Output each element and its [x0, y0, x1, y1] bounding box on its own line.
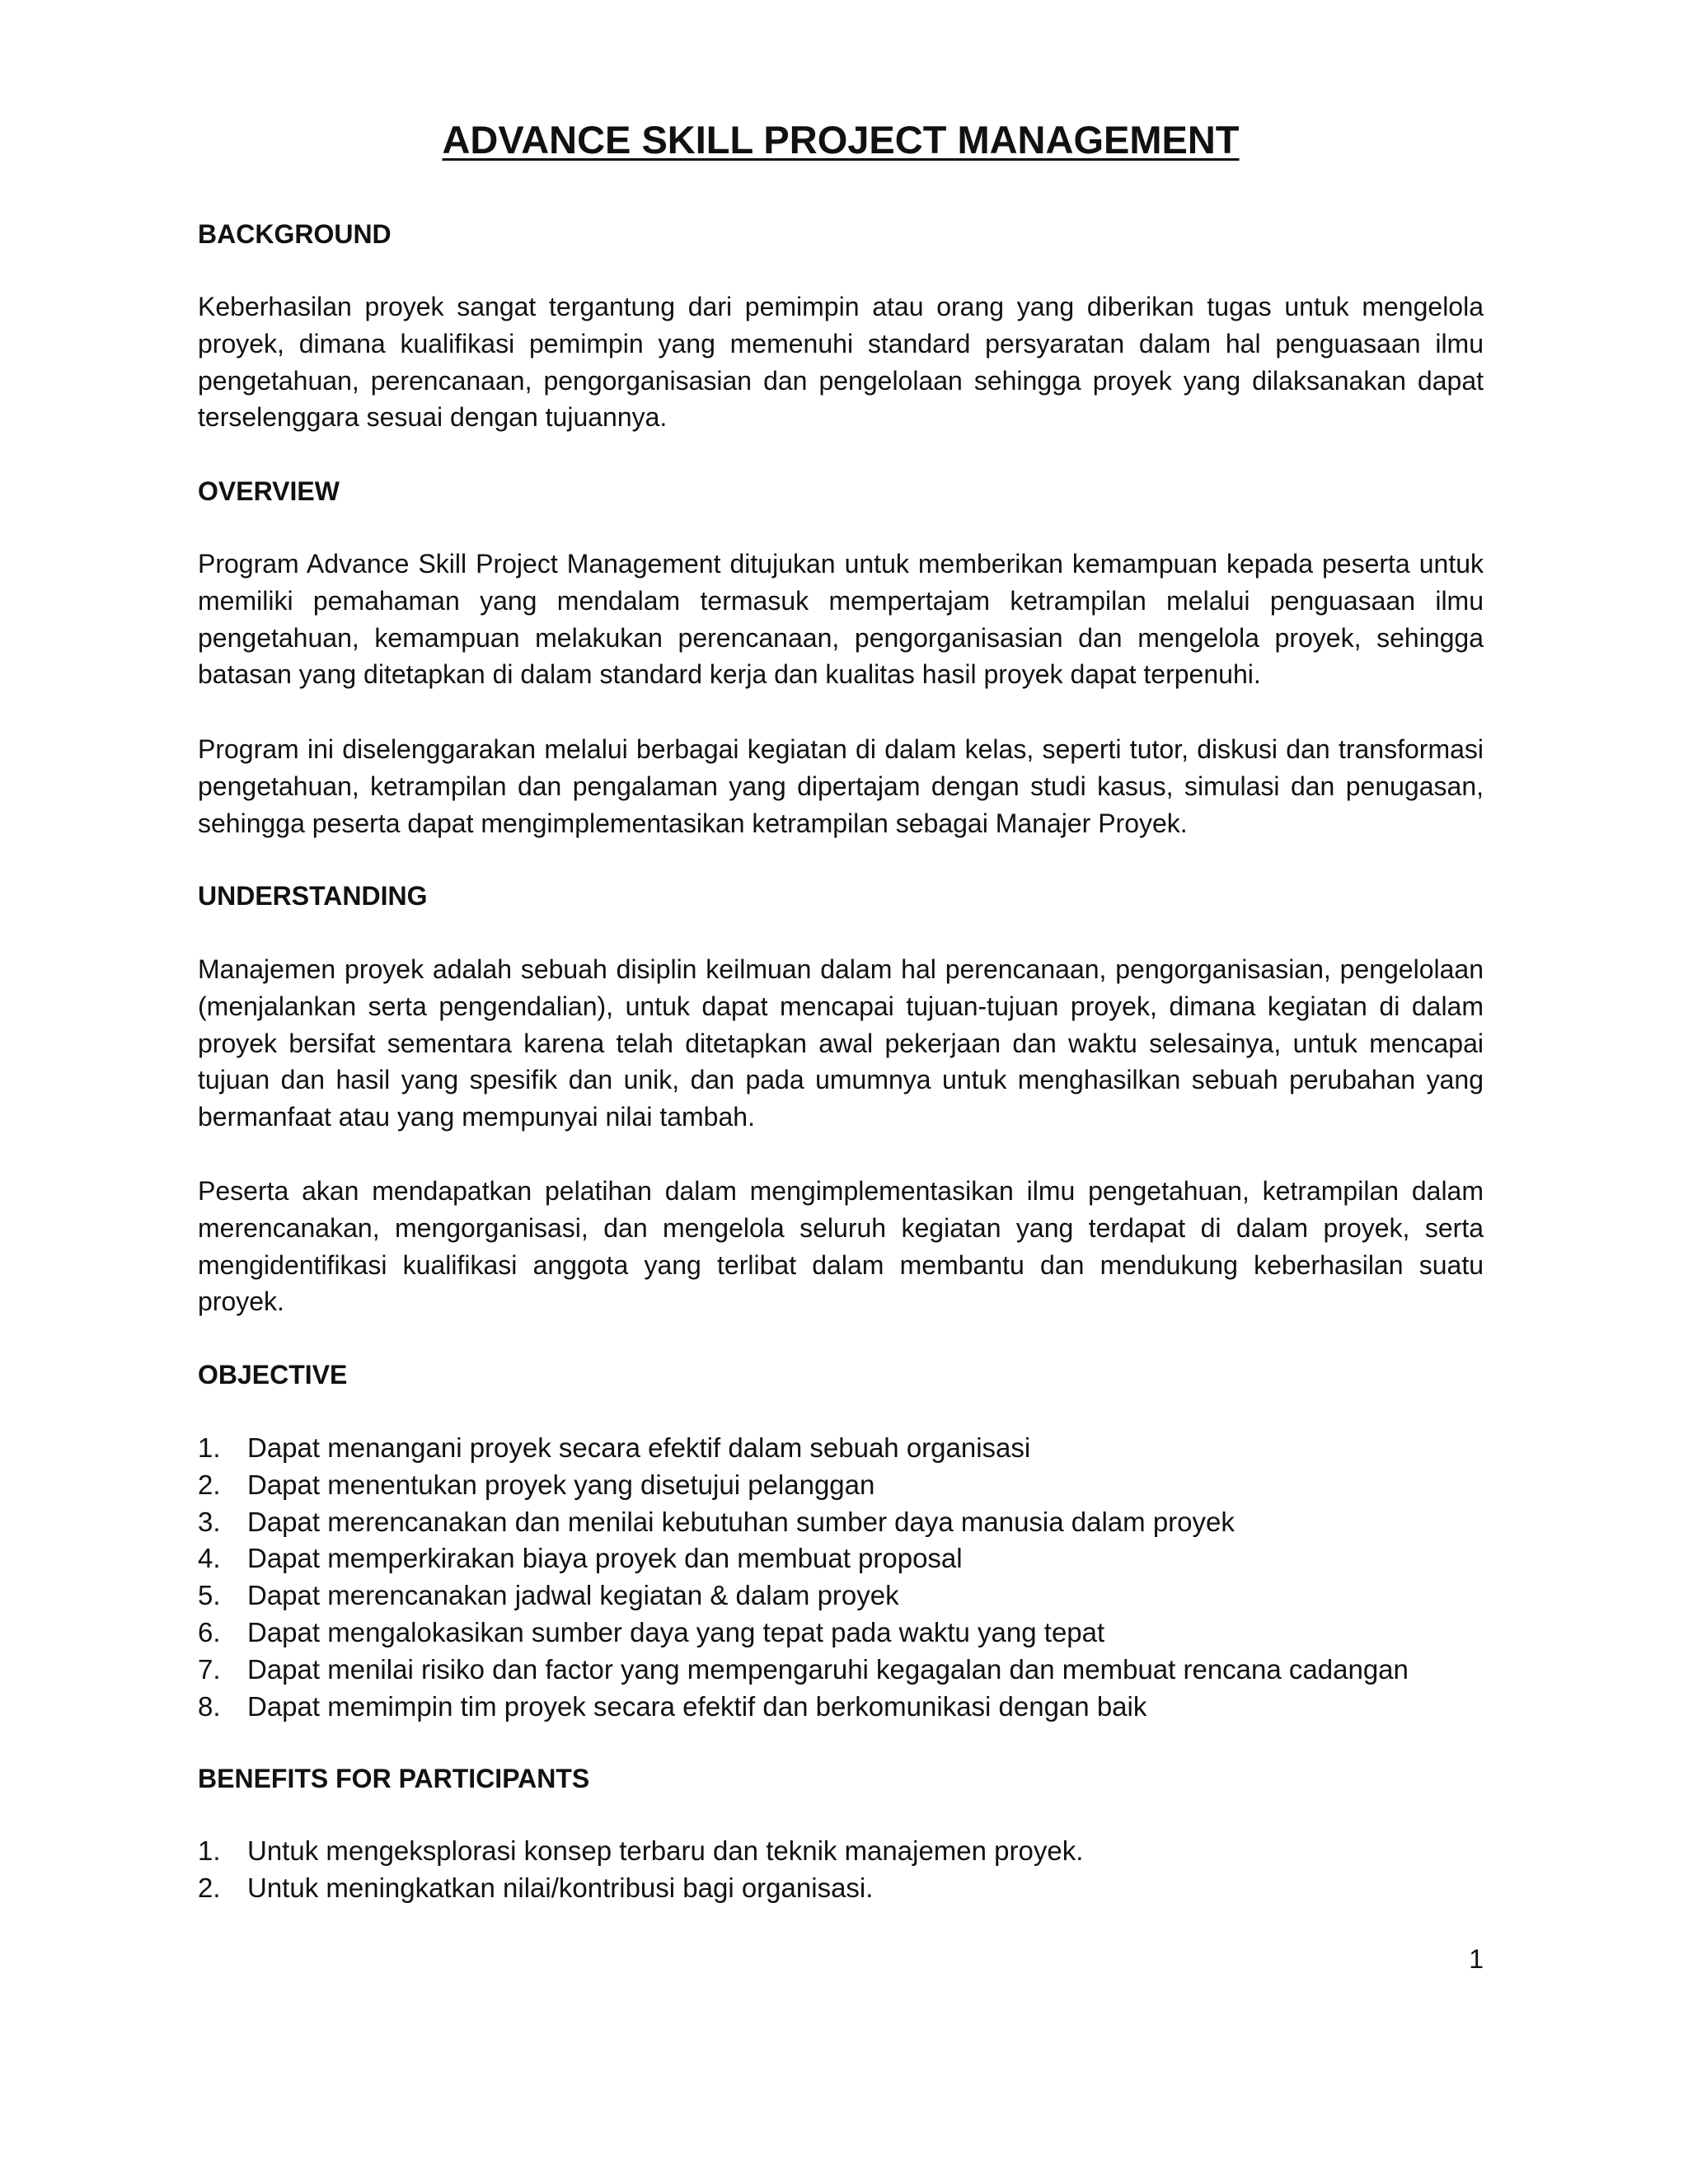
benefits-list — [198, 1833, 1484, 1907]
list-item-text: Untuk meningkatkan nilai/kontribusi bagi organisasi. — [247, 1872, 874, 1903]
list-item — [198, 1577, 1484, 1615]
overview-paragraph-2: Program ini diselenggarakan melalui berbagai kegiatan di dalam kelas, seperti tutor, diskusi dan transformasi pengetahuan, ketrampilan dan pengalaman yang dipertajam dengan studi kasus, simulasi dan penugasan, sehingga peserta dapat mengimplementasikan ketrampilan sebagai Manajer Proyek. — [198, 734, 1484, 838]
understanding-body-1 — [198, 951, 1484, 1136]
list-item-number: 7. — [198, 1653, 221, 1685]
objective-list — [198, 1430, 1484, 1725]
section-overview — [198, 473, 1484, 509]
list-item — [198, 1430, 1484, 1467]
document-title: ADVANCE SKILL PROJECT MANAGEMENT — [442, 118, 1240, 162]
list-item — [198, 1652, 1484, 1689]
list-item-number: 4. — [198, 1543, 221, 1574]
list-item — [198, 1467, 1484, 1504]
list-item-number: 8. — [198, 1690, 221, 1722]
document-page — [198, 0, 1484, 2184]
list-item-text: Untuk mengeksplorasi konsep terbaru dan teknik manajemen proyek. — [247, 1835, 1084, 1866]
list-item-number: 6. — [198, 1616, 221, 1647]
overview-paragraph-1: Program Advance Skill Project Management ditujukan untuk memberikan kemampuan kepada peserta untuk memiliki pemahaman yang mendalam termasuk mempertajam ketrampilan melalui penguasaan ilmu pengetahuan, kemampuan melakukan perencanaan, pengorganisasian dan mengelola proyek, sehingga batasan yang ditetapkan di dalam standard kerja dan kualitas hasil proyek dapat terpenuhi. — [198, 549, 1484, 690]
page-number: 1 — [1469, 1944, 1484, 1974]
list-item-number: 1. — [198, 1432, 221, 1463]
heading-understanding: UNDERSTANDING — [198, 881, 428, 911]
list-item-text: Dapat memimpin tim proyek secara efektif dan berkomunikasi dengan baik — [247, 1690, 1147, 1722]
section-objective — [198, 1357, 1484, 1393]
section-background — [198, 216, 1484, 252]
list-item-text: Dapat menentukan proyek yang disetujui pelanggan — [247, 1469, 875, 1500]
list-item-text: Dapat merencanakan dan menilai kebutuhan sumber daya manusia dalam proyek — [247, 1506, 1235, 1537]
background-body — [198, 288, 1484, 436]
list-item-text: Dapat memperkirakan biaya proyek dan membuat proposal — [247, 1543, 963, 1574]
list-item — [198, 1689, 1484, 1726]
list-item-number: 3. — [198, 1506, 221, 1537]
understanding-body-2 — [198, 1173, 1484, 1320]
list-item — [198, 1833, 1484, 1870]
list-item-text: Dapat mengalokasikan sumber daya yang tepat pada waktu yang tepat — [247, 1616, 1105, 1647]
section-benefits — [198, 1760, 1484, 1797]
list-item — [198, 1615, 1484, 1652]
background-paragraph: Keberhasilan proyek sangat tergantung dari pemimpin atau orang yang diberikan tugas untuk mengelola proyek, dimana kualifikasi pemimpin yang memenuhi standard persyaratan dalam hal penguasaan ilmu pengetahuan, perencanaan, pengorganisasian dan pengelolaan sehingga proyek yang dilaksanakan dapat terselenggara sesuai dengan tujuannya. — [198, 292, 1484, 433]
list-item — [198, 1870, 1484, 1907]
understanding-paragraph-1: Manajemen proyek adalah sebuah disiplin keilmuan dalam hal perencanaan, pengorganisasian, pengelolaan (menjalankan serta pengendalian), untuk dapat mencapai tujuan-tujuan proyek, dimana kegiatan di dalam proyek bersifat sementara karena telah ditetapkan awal pekerjaan dan waktu selesainya, untuk mencapai tujuan dan hasil yang spesifik dan unik, dan pada umumnya untuk menghasilkan sebuah perubahan yang bermanfaat atau yang mempunyai nilai tambah. — [198, 954, 1484, 1132]
overview-body-1 — [198, 546, 1484, 693]
list-item — [198, 1540, 1484, 1577]
heading-overview: OVERVIEW — [198, 476, 340, 506]
list-item-number: 5. — [198, 1580, 221, 1611]
heading-objective: OBJECTIVE — [198, 1360, 348, 1390]
list-item-number: 2. — [198, 1469, 221, 1500]
overview-body-2 — [198, 731, 1484, 841]
understanding-paragraph-2: Peserta akan mendapatkan pelatihan dalam mengimplementasikan ilmu pengetahuan, ketrampilan dalam merencanakan, mengorganisasi, dan mengelola seluruh kegiatan yang terdapat di dalam proyek, serta mengidentifikasi kualifikasi anggota yang terlibat dalam membantu dan mendukung keberhasilan suatu proyek. — [198, 1176, 1484, 1317]
list-item-number: 2. — [198, 1872, 221, 1903]
list-item-text: Dapat merencanakan jadwal kegiatan & dalam proyek — [247, 1580, 899, 1611]
list-item-text: Dapat menangani proyek secara efektif dalam sebuah organisasi — [247, 1432, 1031, 1463]
heading-benefits: BENEFITS FOR PARTICIPANTS — [198, 1764, 590, 1793]
objective-list-wrap — [198, 1430, 1484, 1725]
section-understanding — [198, 878, 1484, 914]
heading-background: BACKGROUND — [198, 219, 392, 249]
benefits-list-wrap — [198, 1833, 1484, 1907]
list-item-number: 1. — [198, 1835, 221, 1866]
list-item-text: Dapat menilai risiko dan factor yang mempengaruhi kegagalan dan membuat rencana cadangan — [247, 1653, 1409, 1685]
list-item — [198, 1504, 1484, 1541]
